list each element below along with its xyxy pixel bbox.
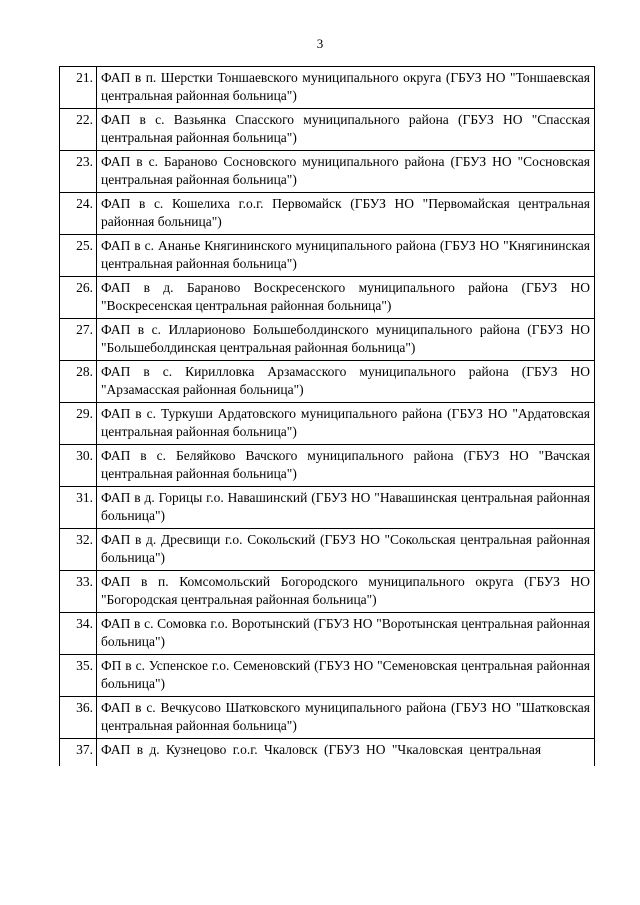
row-text: ФАП в п. Комсомольский Богородского муниципального округа (ГБУЗ НО "Богородская центральная районная больница"): [97, 571, 595, 613]
table-row: [60, 67, 595, 109]
row-text: ФАП в с. Илларионово Большеболдинского муниципального района (ГБУЗ НО "Большеболдинская центральная районная больница"): [97, 319, 595, 361]
row-text: ФАП в с. Беляйково Вачского муниципального района (ГБУЗ НО "Вачская центральная районная больница"): [97, 445, 595, 487]
row-text: ФАП в с. Вазьянка Спасского муниципального района (ГБУЗ НО "Спасская центральная районная больница"): [97, 109, 595, 151]
row-number: 22.: [60, 109, 97, 151]
table-row: [60, 151, 595, 193]
row-text: ФАП в п. Шерстки Тоншаевского муниципального округа (ГБУЗ НО "Тоншаевская центральная районная больница"): [97, 67, 595, 109]
row-text: ФАП в с. Сомовка г.о. Воротынский (ГБУЗ НО "Воротынская центральная районная больница"): [97, 613, 595, 655]
row-text: ФП в с. Успенское г.о. Семеновский (ГБУЗ НО "Семеновская центральная районная больница"): [97, 655, 595, 697]
table-row: [60, 571, 595, 613]
row-text: ФАП в д. Дресвищи г.о. Сокольский (ГБУЗ НО "Сокольская центральная районная больница"): [97, 529, 595, 571]
row-number: 33.: [60, 571, 97, 613]
table-row: [60, 277, 595, 319]
table-row: [60, 655, 595, 697]
table-row: [60, 487, 595, 529]
table-row: [60, 109, 595, 151]
table-row: [60, 529, 595, 571]
row-text: ФАП в д. Бараново Воскресенского муниципального района (ГБУЗ НО "Воскресенская центральная районная больница"): [97, 277, 595, 319]
table-row: [60, 697, 595, 739]
row-number: 24.: [60, 193, 97, 235]
row-text: ФАП в д. Кузнецово г.о.г. Чкаловск (ГБУЗ НО "Чкаловская центральная: [97, 739, 595, 766]
row-number: 32.: [60, 529, 97, 571]
table-row: [60, 613, 595, 655]
row-text: ФАП в с. Ананье Княгининского муниципального района (ГБУЗ НО "Княгининская центральная районная больница"): [97, 235, 595, 277]
row-number: 34.: [60, 613, 97, 655]
row-number: 30.: [60, 445, 97, 487]
row-text: ФАП в с. Туркуши Ардатовского муниципального района (ГБУЗ НО "Ардатовская центральная районная больница"): [97, 403, 595, 445]
table-row: [60, 403, 595, 445]
table-row: [60, 361, 595, 403]
table-row: [60, 235, 595, 277]
row-number: 26.: [60, 277, 97, 319]
row-text: ФАП в с. Вечкусово Шатковского муниципального района (ГБУЗ НО "Шатковская центральная районная больница"): [97, 697, 595, 739]
row-number: 37.: [60, 739, 97, 766]
table-row: [60, 445, 595, 487]
row-number: 28.: [60, 361, 97, 403]
row-number: 21.: [60, 67, 97, 109]
row-number: 23.: [60, 151, 97, 193]
row-number: 31.: [60, 487, 97, 529]
row-text: ФАП в с. Бараново Сосновского муниципального района (ГБУЗ НО "Сосновская центральная районная больница"): [97, 151, 595, 193]
table-row: [60, 193, 595, 235]
row-number: 25.: [60, 235, 97, 277]
row-text: ФАП в с. Кошелиха г.о.г. Первомайск (ГБУЗ НО "Первомайская центральная районная больница"): [97, 193, 595, 235]
row-text: ФАП в д. Горицы г.о. Навашинский (ГБУЗ НО "Навашинская центральная районная больница"): [97, 487, 595, 529]
page-number: 3: [316, 36, 324, 51]
row-number: 27.: [60, 319, 97, 361]
facilities-table: [59, 66, 595, 766]
row-number: 36.: [60, 697, 97, 739]
row-number: 35.: [60, 655, 97, 697]
table-row: [60, 319, 595, 361]
row-number: 29.: [60, 403, 97, 445]
table-row: [60, 739, 595, 766]
row-text: ФАП в с. Кирилловка Арзамасского муниципального района (ГБУЗ НО "Арзамасская районная больница"): [97, 361, 595, 403]
